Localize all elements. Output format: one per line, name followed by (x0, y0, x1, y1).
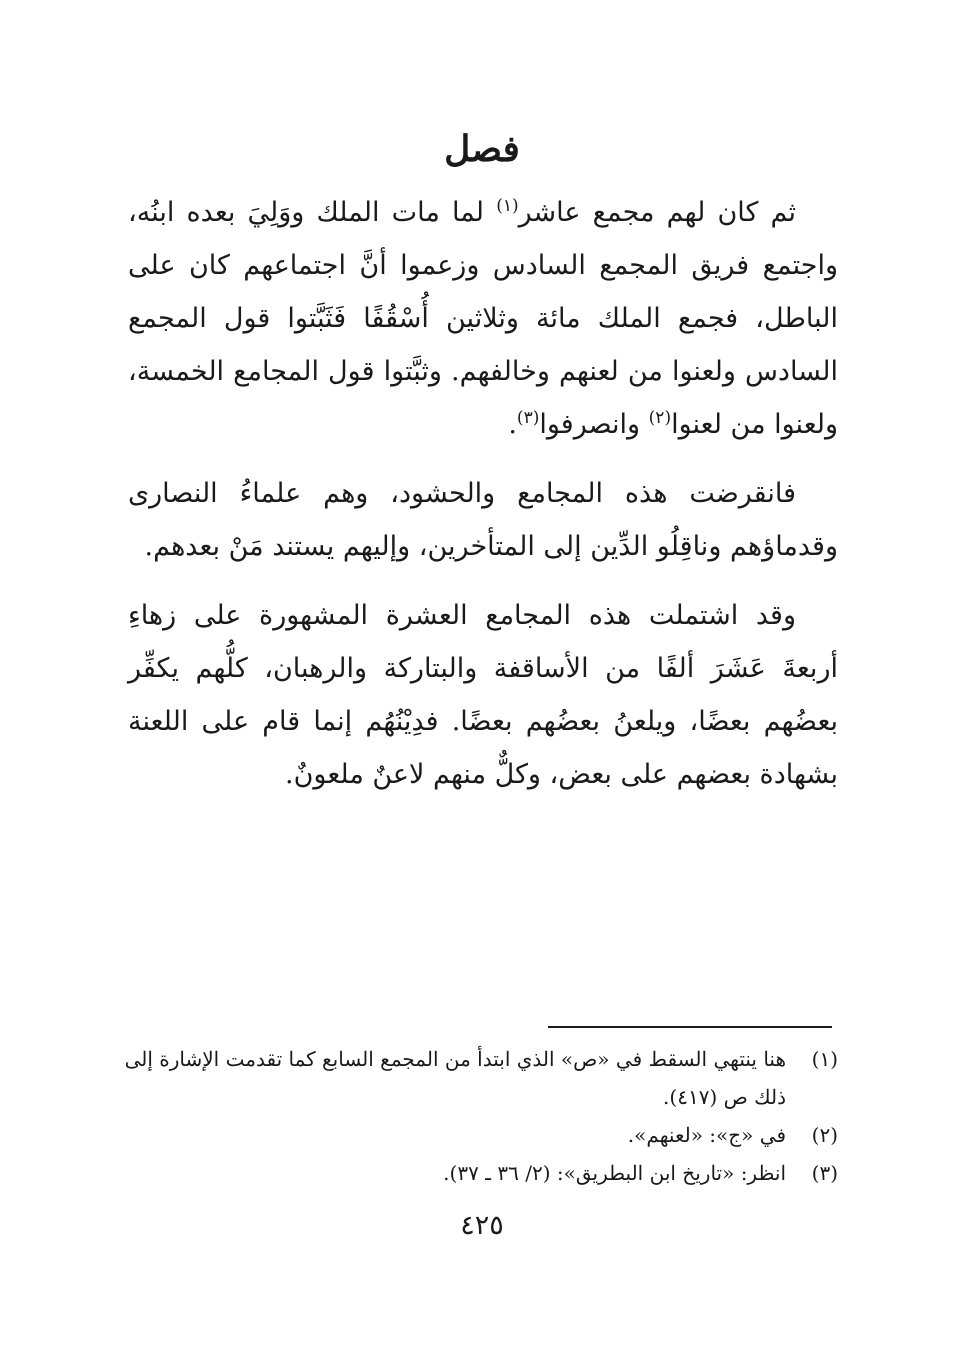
footnote-ref-1[interactable]: (١) (496, 196, 519, 216)
footnote-number: (٢) (811, 1123, 838, 1147)
footnote-text: هنا ينتهي السقط في «ص» الذي ابتدأ من المجمع السابع كما تقدمت الإشارة إلى ذلك ص (٤١٧). (124, 1047, 786, 1109)
body-text (128, 186, 838, 801)
footnote-ref-2[interactable]: (٢) (648, 408, 672, 428)
footnote-text: في «ج»: «لعنهم». (627, 1123, 786, 1147)
footnote-3 (120, 1154, 838, 1192)
footnote-number: (١) (811, 1047, 838, 1071)
section-heading: فصل (444, 128, 520, 170)
paragraph-2: فانقرضت هذه المجامع والحشود، وهم علماءُ النصارى وقدماؤهم وناقِلُو الدِّين إلى المتأخرين، وإليهم يستند مَنْ بعدهم. (128, 478, 838, 562)
paragraph-1-part-3: وانصرفوا (539, 409, 649, 440)
footnote-divider (548, 1026, 832, 1028)
footnote-ref-3[interactable]: (٣) (516, 408, 540, 428)
footnotes (120, 1040, 838, 1192)
paragraph-1-part-2: لما مات الملك ووَلِيَ بعده ابنُه، واجتمع فريق المجمع السادس وزعموا أنَّ اجتماعهم كان على الباطل، فجمع الملك مائة وثلاثين أُسْقُفًا فَثَبَّتوا قول المجمع السادس ولعنوا من لعنهم وخالفهم. وثبَّتوا قول المجامع الخمسة، ولعنوا من لعنوا (128, 197, 838, 440)
footnote-2 (120, 1116, 838, 1154)
footnote-text: انظر: «تاريخ ابن البطريق»: (٢/ ٣٦ ـ ٣٧). (443, 1161, 786, 1185)
paragraph-1-part-1: ثم كان لهم مجمع عاشر (518, 197, 797, 228)
page-number: ٤٢٥ (460, 1210, 504, 1241)
paragraph-3: وقد اشتملت هذه المجامع العشرة المشهورة على زهاءِ أربعةَ عَشَرَ ألفًا من الأساقفة والبتاركة والرهبان، كلُّهم يكفِّر بعضُهم بعضًا، ويلعنُ بعضُهم بعضًا. فدِيْنُهُم إنما قام على اللعنة بشهادة بعضهم على بعض، وكلٌّ منهم لاعنٌ ملعونٌ. (128, 600, 838, 790)
footnote-1 (120, 1040, 838, 1116)
footnote-number: (٣) (811, 1161, 838, 1185)
paragraph-1-part-4: . (508, 409, 517, 440)
paragraph-1 (128, 186, 838, 451)
